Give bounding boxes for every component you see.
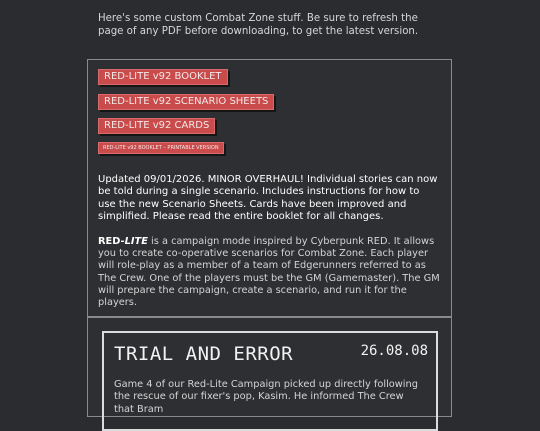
downloads-panel: [87, 59, 452, 317]
blog-post-card: [102, 331, 438, 431]
post-date: 26.08.08: [360, 343, 428, 359]
red-lite-description: RED-LITE is a campaign mode inspired by Cyberpunk RED. It allows you to create co-operative scenarios for Combat Zone. Each player will role-play as a member of a team of Edgerunners referred to as The Crew. One of the players must be the GM (Gamemaster). The GM will prepare the campaign, create a scenario, and run it for the players.: [98, 236, 440, 309]
cards-download-button[interactable]: RED-LITE v92 CARDS: [98, 118, 215, 134]
blog-post-panel: [87, 317, 452, 417]
booklet-download-button[interactable]: RED-LITE v92 BOOKLET: [98, 69, 228, 85]
post-title[interactable]: TRIAL AND ERROR: [114, 343, 294, 365]
post-body: Game 4 of our Red-Lite Campaign picked up directly following the rescue of our fixer's pop, Kasim. He informed The Crew that Bram: [114, 379, 418, 415]
printable-booklet-download-button[interactable]: RED-LITE v92 BOOKLET – PRINTABLE VERSION: [98, 142, 224, 154]
scenario-sheets-download-button[interactable]: RED-LITE v92 SCENARIO SHEETS: [98, 94, 274, 110]
update-notice: Updated 09/01/2026. MINOR OVERHAUL! Individual stories can now be told during a single scenario. Includes instructions for how to use the new Scenario Sheets. Cards have been improved and simplified. Please read the entire booklet for all changes.: [98, 174, 438, 222]
intro-text: Here's some custom Combat Zone stuff. Be sure to refresh the page of any PDF before downloading, to get the latest version.: [98, 13, 419, 37]
red-lite-brand: RED-LITE: [98, 236, 148, 247]
